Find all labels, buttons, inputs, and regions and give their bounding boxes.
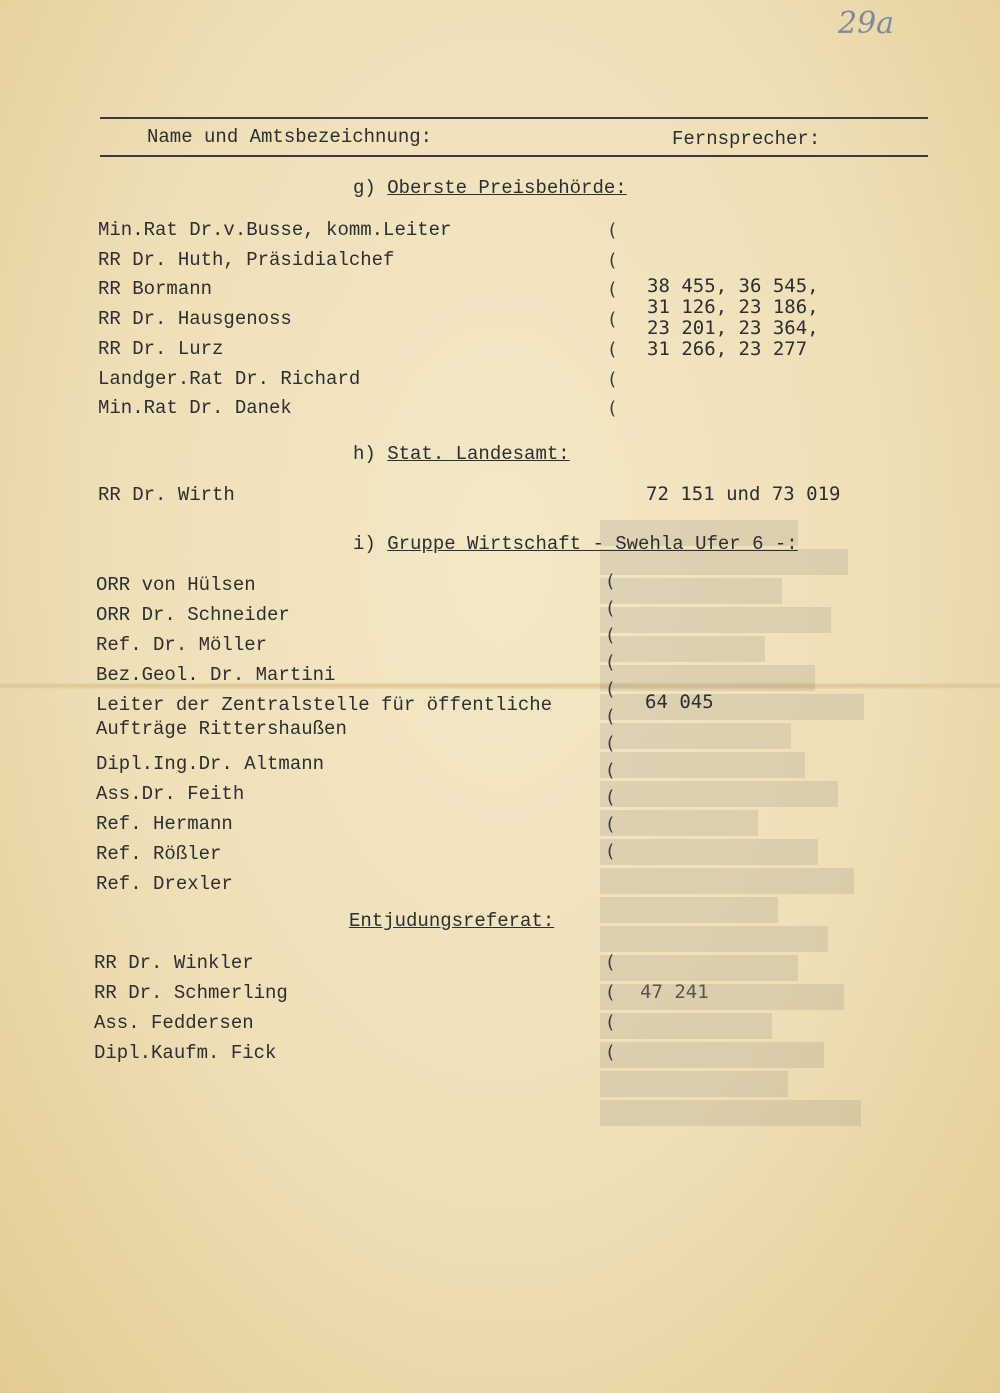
phone-numbers-economy-group xyxy=(645,692,714,713)
entry: RR Dr. Winkler xyxy=(94,952,254,974)
entry: Dipl.Kaufm. Fick xyxy=(94,1042,277,1064)
entry: ORR Dr. Schneider xyxy=(96,604,290,626)
section-title: Entjudungsreferat: xyxy=(349,910,555,932)
entry: Dipl.Ing.Dr. Altmann xyxy=(96,753,325,775)
phone-numbers-entjudungsreferat xyxy=(640,982,709,1003)
section-heading-economy-group xyxy=(353,533,798,555)
bracket-entjudungsreferat: ( ( ( ( xyxy=(607,952,615,1063)
header-bottom-rule xyxy=(100,155,928,157)
section-heading-price-authority xyxy=(353,177,627,199)
entry: Ref. Dr. Möller xyxy=(96,634,268,656)
entry: Landger.Rat Dr. Richard xyxy=(98,367,361,390)
entry: Ass.Dr. Feith xyxy=(96,783,245,805)
section-prefix: h) xyxy=(353,443,376,465)
phone-line: 31 266, 23 277 xyxy=(647,338,808,360)
section-title: Stat. Landesamt: xyxy=(387,443,570,465)
entry: RR Dr. Lurz xyxy=(98,337,224,360)
entry: Ref. Drexler xyxy=(96,873,233,895)
phone-numbers-price-authority xyxy=(647,276,819,360)
entry: Leiter der Zentralstelle für öffentliche xyxy=(96,694,553,716)
entry: Bez.Geol. Dr. Martini xyxy=(96,664,336,686)
entry: ORR von Hülsen xyxy=(96,574,256,596)
section-title: Oberste Preisbehörde: xyxy=(387,177,627,199)
section-title: Gruppe Wirtschaft - Swehla Ufer 6 -: xyxy=(387,533,798,555)
section-entries-economy-group xyxy=(96,570,552,899)
phone-line: 47 241 xyxy=(640,981,709,1003)
bracket-economy-group: ( ( ( ( ( ( ( ( ( ( ( xyxy=(607,571,615,862)
phone-numbers-statistics-office xyxy=(646,484,840,505)
header-top-rule xyxy=(100,117,928,119)
show-through-text xyxy=(600,520,930,1200)
entry: Min.Rat Dr.v.Busse, komm.Leiter xyxy=(98,219,452,241)
phone-line: 64 045 xyxy=(645,691,714,713)
entry: Aufträge Rittershaußen xyxy=(96,718,347,740)
name-column-header: Name und Amtsbezeichnung: xyxy=(147,126,433,148)
phone-line: 72 151 und 73 019 xyxy=(646,483,841,505)
section-entries-entjudungsreferat xyxy=(94,948,288,1068)
entry: RR Dr. Wirth xyxy=(98,484,235,506)
entry: Min.Rat Dr. Danek xyxy=(98,397,292,420)
entry: Ref. Hermann xyxy=(96,813,233,835)
entry: RR Dr. Schmerling xyxy=(94,982,288,1004)
section-heading-entjudungsreferat xyxy=(349,910,554,932)
phone-column-header: Fernsprecher: xyxy=(672,128,821,150)
phone-line: 23 201, 23 364, xyxy=(647,317,819,339)
phone-line: 38 455, 36 545, xyxy=(647,275,819,297)
entry: RR Dr. Huth, Präsidialchef xyxy=(98,248,395,271)
entry: RR Dr. Hausgenoss xyxy=(98,308,292,331)
entry: RR Bormann xyxy=(98,278,213,301)
section-heading-statistics-office xyxy=(353,443,570,465)
bracket-price-authority: ( ( ( ( ( ( ( xyxy=(609,220,617,420)
entry: Ass. Feddersen xyxy=(94,1012,254,1034)
section-prefix: i) xyxy=(353,533,376,555)
phone-line: 31 126, 23 186, xyxy=(647,296,819,318)
entry: Ref. Rößler xyxy=(96,843,222,865)
section-entries-statistics-office xyxy=(98,482,235,508)
page-number: 29a xyxy=(838,6,895,41)
section-prefix: g) xyxy=(353,177,376,199)
section-entries-price-authority xyxy=(98,216,451,424)
